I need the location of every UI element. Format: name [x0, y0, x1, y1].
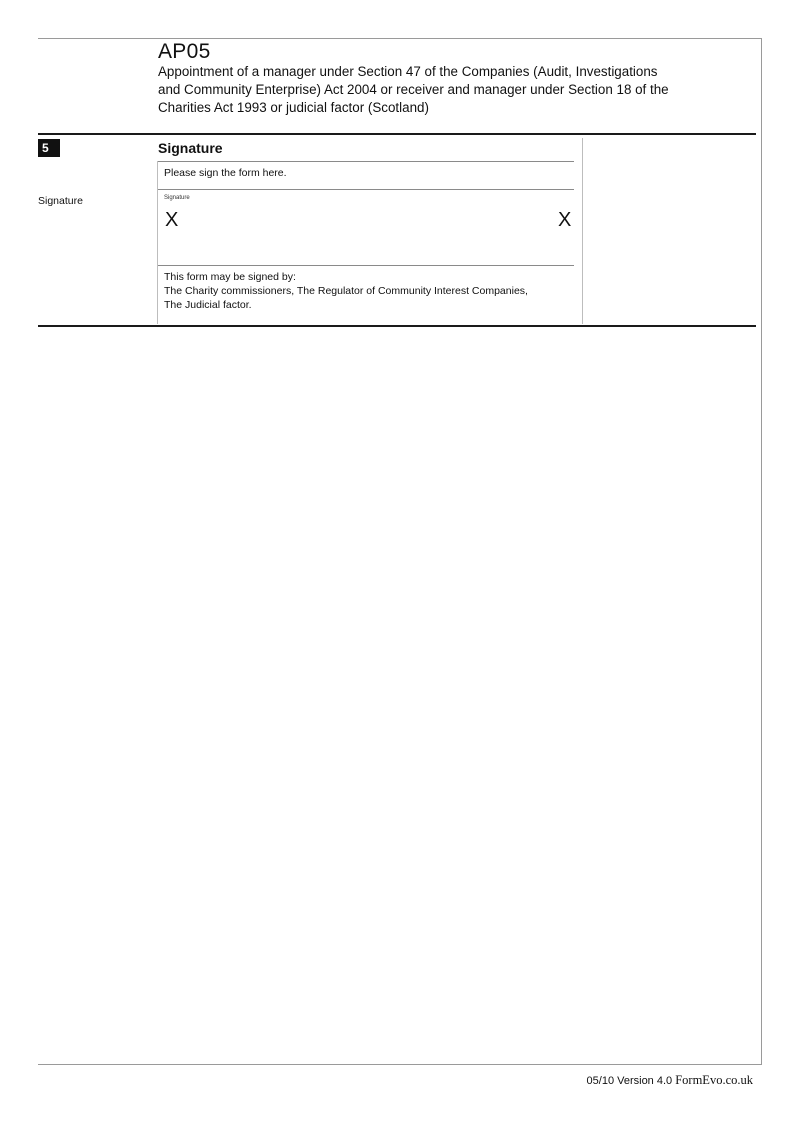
- section-bottom-rule: [38, 325, 756, 327]
- form-title: Appointment of a manager under Section 47 of the Companies (Audit, Investigations and Community Enterprise) Act 2004 or receiver and manager under Section 18 of the Charities Act 1993 or judicial factor (Scotland): [158, 64, 669, 115]
- field-rule: [158, 189, 574, 190]
- guidance-column-divider: [582, 138, 583, 324]
- field-rule: [158, 265, 574, 266]
- signature-box-caption: Signature: [164, 195, 190, 201]
- footer-version: 05/10 Version 4.0: [586, 1075, 673, 1087]
- sign-instruction: Please sign the form here.: [164, 167, 287, 179]
- section-top-rule: [38, 133, 756, 135]
- form-code: AP05: [158, 40, 211, 63]
- footer: [587, 1073, 753, 1088]
- footer-brand: FormEvo.co.uk: [675, 1073, 753, 1087]
- signature-x-mark-left[interactable]: X: [165, 209, 179, 231]
- section-number-badge: 5: [38, 139, 60, 157]
- right-rule: [761, 38, 762, 1065]
- bottom-rule: [38, 1064, 762, 1065]
- field-rule: [158, 161, 574, 162]
- signature-x-mark-right[interactable]: X: [558, 209, 572, 231]
- signers-line-1: The Charity commissioners, The Regulator of Community Interest Companies,: [164, 285, 528, 297]
- signature-row-label: Signature: [38, 195, 83, 207]
- section-title: Signature: [158, 140, 223, 156]
- signers-line-2: The Judicial factor.: [164, 299, 252, 311]
- top-rule: [38, 38, 762, 39]
- signers-intro: This form may be signed by:: [164, 271, 296, 283]
- signers-note: [164, 270, 569, 312]
